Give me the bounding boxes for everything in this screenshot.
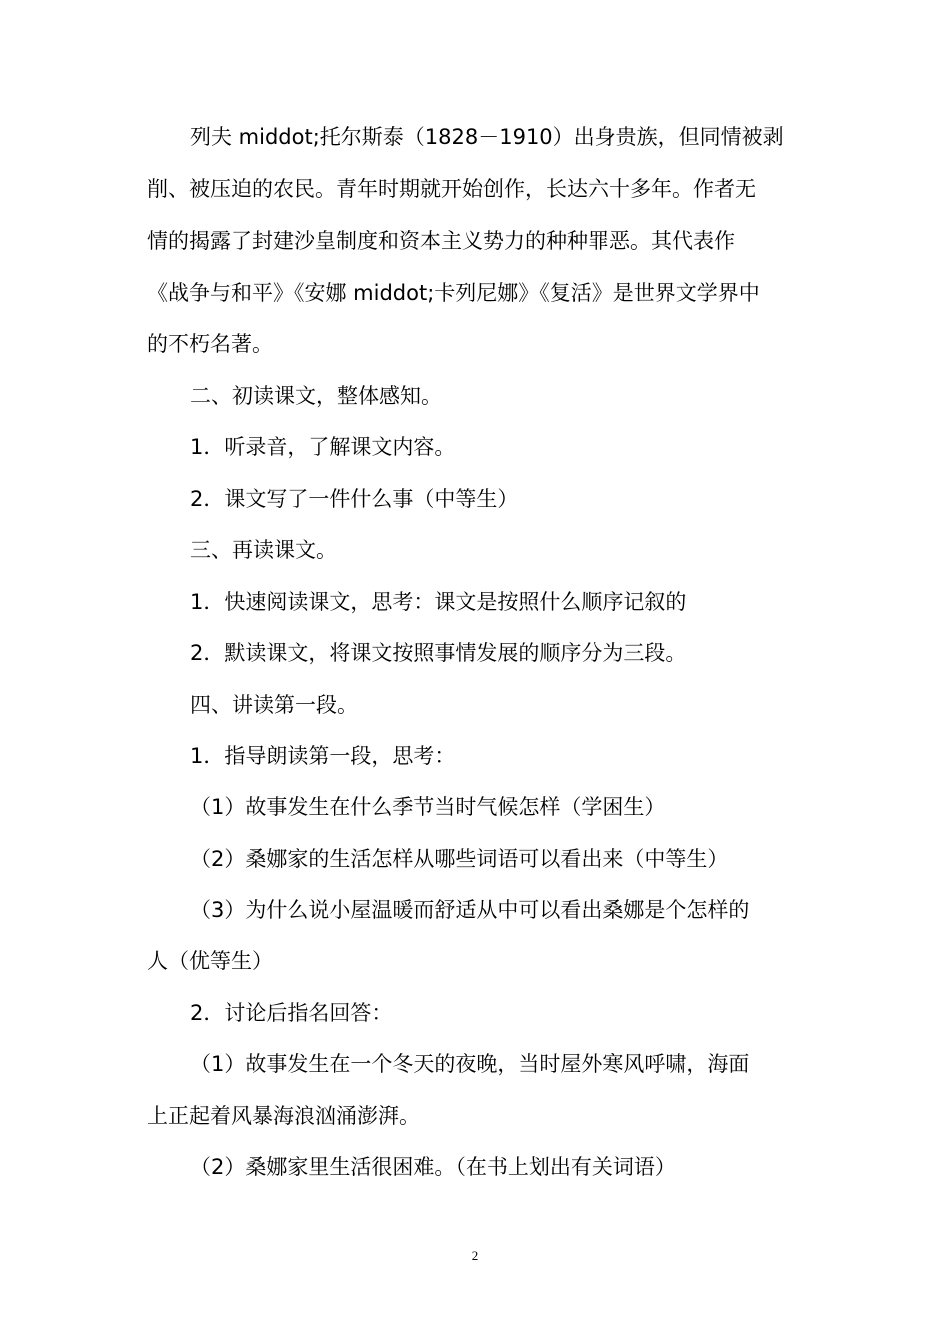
question-item: （3）为什么说小屋温暖而舒适从中可以看出桑娜是个怎样的 (190, 898, 750, 922)
paragraph-line: 削、被压迫的农民。青年时期就开始创作，长达六十多年。作者无 (147, 177, 756, 201)
page-number: 2 (471, 1248, 479, 1263)
section-heading: 三、再读课文。 (190, 538, 337, 562)
paragraph-line: 情的揭露了封建沙皇制度和资本主义势力的种种罪恶。其代表作 (147, 229, 735, 253)
paragraph-line: 上正起着风暴海浪汹涌澎湃。 (147, 1104, 420, 1128)
paragraph-line: 人（优等生） (147, 949, 273, 973)
list-item: 1．听录音，了解课文内容。 (190, 435, 456, 459)
list-item: 2．默读课文，将课文按照事情发展的顺序分为三段。 (190, 641, 687, 665)
list-item: 2．讨论后指名回答： (190, 1001, 393, 1025)
list-item: 1．快速阅读课文，思考：课文是按照什么顺序记叙的 (190, 590, 687, 614)
answer-item: （1）故事发生在一个冬天的夜晚，当时屋外寒风呼啸，海面 (190, 1052, 750, 1076)
question-item: （1）故事发生在什么季节当时气候怎样（学困生） (190, 795, 666, 819)
paragraph-line: 的不朽名著。 (147, 332, 273, 356)
paragraph-line: 《战争与和平》《安娜 middot;卡列尼娜》《复活》是世界文学界中 (147, 281, 760, 305)
section-heading: 四、讲读第一段。 (190, 693, 358, 717)
list-item: 1．指导朗读第一段，思考： (190, 744, 456, 768)
section-heading: 二、初读课文，整体感知。 (190, 384, 442, 408)
paragraph-line: 列夫 middot;托尔斯泰（1828－1910）出身贵族，但同情被剥 (190, 125, 784, 149)
question-item: （2）桑娜家的生活怎样从哪些词语可以看出来（中等生） (190, 847, 729, 871)
list-item: 2．课文写了一件什么事（中等生） (190, 487, 519, 511)
answer-item: （2）桑娜家里生活很困难。（在书上划出有关词语） (190, 1155, 676, 1179)
